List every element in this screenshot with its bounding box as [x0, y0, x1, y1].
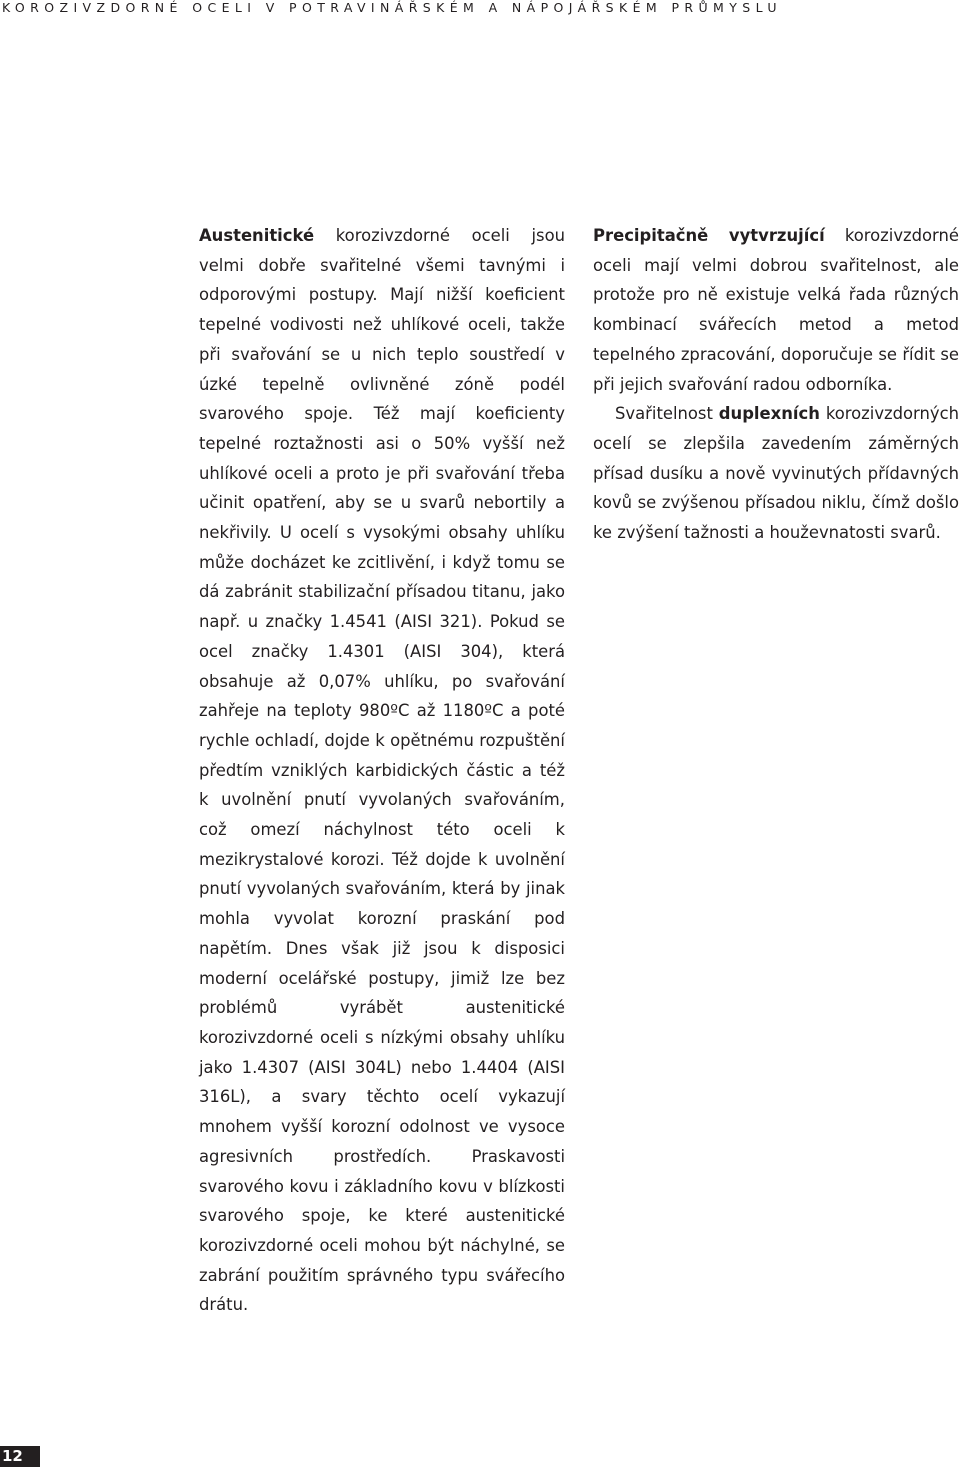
right-column [593, 221, 959, 548]
precipitation-paragraph [593, 221, 959, 399]
austenitic-paragraph [199, 221, 565, 1320]
page-number: 12 [0, 1446, 40, 1467]
duplex-body: korozivzdorných ocelí se zlepšila zavedením záměrných přísad dusíku a nově vyvinutých přídavných kovů se zvýšenou přísadou niklu, čímž došlo ke zvýšení tažnosti a houževnatosti svarů. [593, 404, 959, 543]
running-header: KOROZIVZDORNÉ OCELI V POTRAVINÁŘSKÉM A NÁPOJÁŘSKÉM PRŮMYSLU [2, 0, 782, 15]
duplex-paragraph [593, 399, 959, 548]
precipitation-body: korozivzdorné oceli mají velmi dobrou svařitelnost, ale protože pro ně existuje velká řada různých kombinací svářecích metod a metod tepelného zpracování, doporučuje se řídit se při jejich svařování radou odborníka. [593, 226, 959, 394]
precipitation-lead: Precipitačně vytvrzující [593, 226, 825, 245]
austenitic-lead: Austenitické [199, 226, 315, 245]
duplex-bold: duplexních [718, 404, 820, 424]
duplex-pre: Svařitelnost [615, 404, 719, 424]
left-column [199, 221, 565, 1320]
austenitic-body: korozivzdorné oceli jsou velmi dobře svařitelné všemi tavnými i odporovými postupy. Mají nižší koeficient tepelné vodivosti než uhlíkové oceli, takže při svařování se u nich teplo soustředí v úzké tepelně ovlivněné zóně podél svarového spoje. Též mají koeficienty tepelné roztažnosti asi o 50% vyšší než uhlíkové oceli a proto je při svařování třeba učinit opatření, aby se u svarů nebortily a nekřivily. U ocelí s vysokými obsahy uhlíku může docházet ke zcitlivění, i když tomu se dá zabránit stabilizační přísadou titanu, jako např. u značky 1.4541 (AISI 321). Pokud se ocel značky 1.4301 (AISI 304), která obsahuje až 0,07% uhlíku, po svařování zahřeje na teploty 980ºC až 1180ºC a poté rychle ochladí, dojde k opětnému rozpuštění předtím vzniklých karbidických částic a též k uvolnění pnutí vyvolaných svařováním, což omezí náchylnost této oceli k mezikrystalové korozi. Též dojde k uvolnění pnutí vyvolaných svařováním, která by jinak mohla vyvolat korozní praskání pod napětím. Dnes však již jsou k disposici moderní ocelářské postupy, jimiž lze bez problémů vyrábět austenitické korozivzdorné oceli s nízkými obsahy uhlíku jako 1.4307 (AISI 304L) nebo 1.4404 (AISI 316L), a svary těchto ocelí vykazují mnohem vyšší korozní odolnost ve vysoce agresivních prostředích. Praskavosti svarového kovu i základního kovu v blízkosti svarového spoje, ke které austenitické korozivzdorné oceli mohou být náchylné, se zabrání použitím správného typu svářecího drátu. [199, 226, 565, 1315]
